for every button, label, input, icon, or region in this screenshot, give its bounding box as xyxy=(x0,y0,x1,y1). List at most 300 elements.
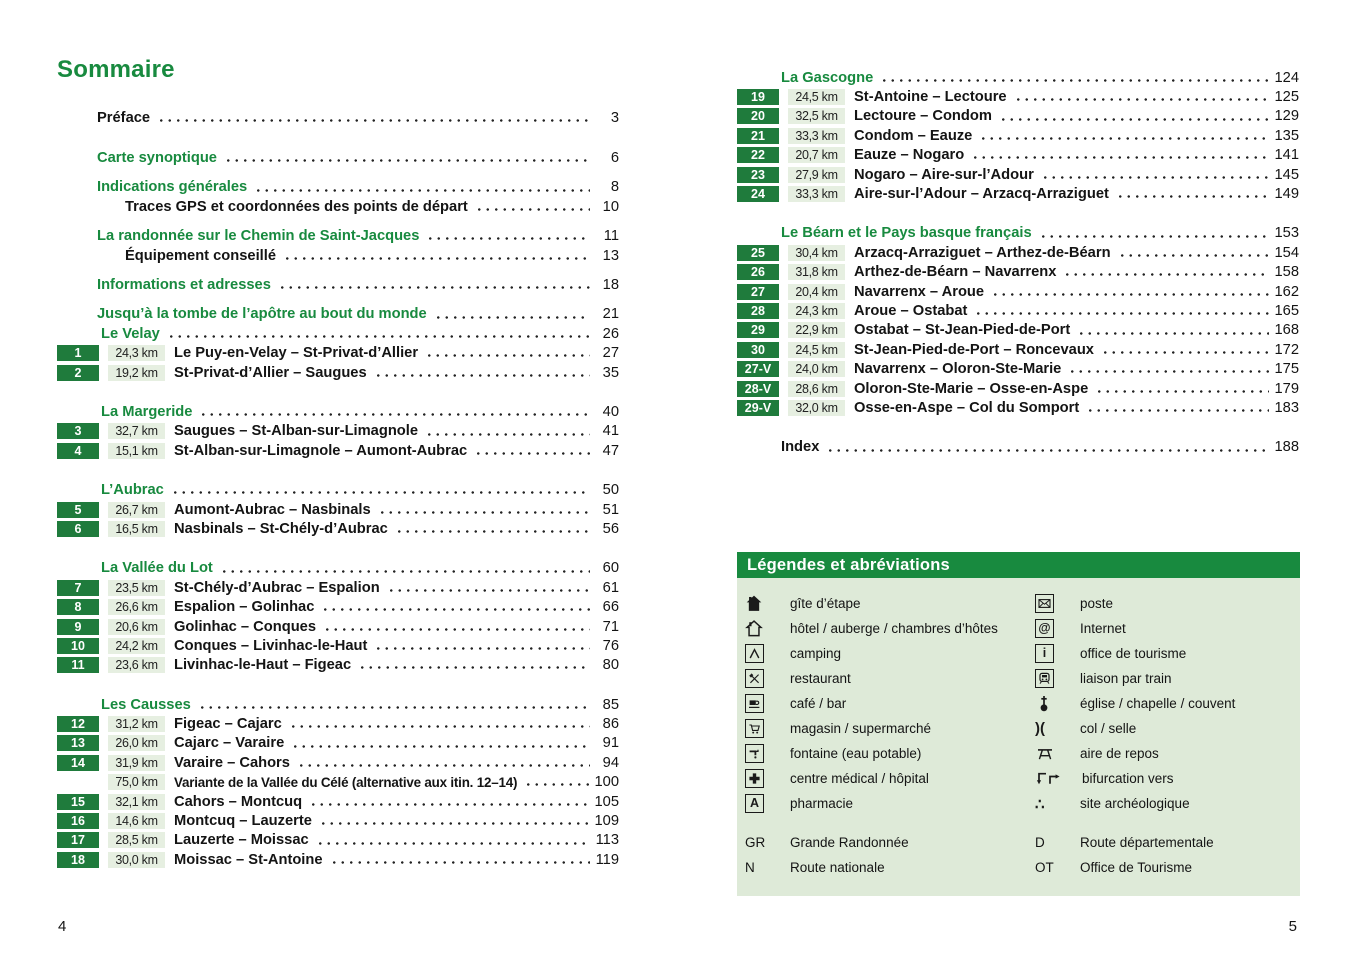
gite-house-icon xyxy=(745,593,769,615)
stage-badge: 30 xyxy=(737,342,779,358)
page-number: 51 xyxy=(602,501,619,518)
stage-label: Eauze – Nogaro xyxy=(854,147,965,164)
shop-cart-icon-frame xyxy=(745,719,764,738)
dot-leader xyxy=(1086,398,1269,417)
stage-badge: 11 xyxy=(57,657,99,673)
page-number: 11 xyxy=(603,228,619,245)
toc-entry xyxy=(57,363,619,382)
stage-badge: 2 xyxy=(57,365,99,381)
cafe-cup-icon-frame xyxy=(745,694,764,713)
internet-at-icon-frame: @ xyxy=(1035,619,1054,638)
page-number: 168 xyxy=(1274,322,1299,339)
dot-leader xyxy=(991,282,1269,301)
toc-entry xyxy=(57,714,619,733)
folio-left: 4 xyxy=(58,918,67,935)
legend-item xyxy=(1035,591,1294,616)
col-saddle-icon-glyph: )( xyxy=(1035,720,1045,737)
stage-label: Figeac – Cajarc xyxy=(174,716,282,733)
stage-distance: 32,0 km xyxy=(788,400,845,416)
stage-badge: 23 xyxy=(737,167,779,183)
toc-entry xyxy=(737,184,1299,203)
stage-distance: 22,9 km xyxy=(788,322,845,338)
stage-badge: 1 xyxy=(57,345,99,361)
page-title: Sommaire xyxy=(57,56,175,83)
toc-group-title-row xyxy=(57,695,619,714)
toc-group-title-row xyxy=(737,224,1299,243)
front-matter-entry xyxy=(57,246,619,265)
stage-badge: 4 xyxy=(57,443,99,459)
legend-column-right xyxy=(1027,591,1294,816)
toc-entry xyxy=(57,422,619,441)
bifurcation-arrows-icon xyxy=(1035,768,1061,790)
stage-distance: 32,5 km xyxy=(788,108,845,124)
page-number: 105 xyxy=(594,793,619,810)
stage-badge: 6 xyxy=(57,521,99,537)
dot-leader xyxy=(254,178,590,197)
entry-label: Carte synoptique xyxy=(97,150,217,167)
stage-distance: 26,7 km xyxy=(108,502,165,518)
stage-distance: 32,1 km xyxy=(108,794,165,810)
toc-entry xyxy=(737,398,1299,417)
medical-cross-icon xyxy=(745,768,769,790)
page-number: 80 xyxy=(602,657,619,674)
stage-distance: 32,7 km xyxy=(108,423,165,439)
page-number: 50 xyxy=(602,482,619,499)
stage-badge: 7 xyxy=(57,580,99,596)
stage-distance: 15,1 km xyxy=(108,443,165,459)
front-matter-list xyxy=(57,108,619,324)
stage-label: Conques – Livinhac-le-Haut xyxy=(174,637,368,654)
dot-leader xyxy=(826,438,1269,457)
legend-item xyxy=(745,616,1027,641)
stage-label: St-Alban-sur-Limagnole – Aumont-Aubrac xyxy=(174,442,468,459)
stage-distance: 24,3 km xyxy=(108,345,165,361)
archaeological-site-icon xyxy=(1035,793,1059,815)
dot-leader xyxy=(374,363,590,382)
abbreviation-label: Route nationale xyxy=(790,860,885,875)
dot-leader xyxy=(1041,165,1270,184)
entry-label: La randonnée sur le Chemin de Saint-Jacques xyxy=(97,228,420,245)
stage-badge: 9 xyxy=(57,619,99,635)
legend-item-label: poste xyxy=(1080,596,1114,611)
dot-leader xyxy=(224,148,590,167)
page-number: 165 xyxy=(1274,302,1299,319)
stage-label: Lauzerte – Moissac xyxy=(174,832,309,849)
pharmacy-a-icon xyxy=(745,793,769,815)
page-number: 35 xyxy=(602,364,619,381)
page-number: 71 xyxy=(602,618,619,635)
toc-entry xyxy=(737,321,1299,340)
dot-leader xyxy=(319,811,590,830)
toc-entry xyxy=(57,792,619,811)
legend-item-label: gîte d’étape xyxy=(790,596,861,611)
stage-badge: 19 xyxy=(737,89,779,105)
page-number: 40 xyxy=(602,403,619,420)
front-matter-entry xyxy=(57,197,619,216)
dot-leader xyxy=(171,480,590,499)
stage-label: Nasbinals – St-Chély-d’Aubrac xyxy=(174,520,388,537)
page-number: 188 xyxy=(1274,439,1299,456)
toc-group xyxy=(57,559,619,675)
toc-group-title-row xyxy=(737,438,1299,457)
page-number: 56 xyxy=(602,520,619,537)
stage-distance: 20,4 km xyxy=(788,284,845,300)
group-title: Le Velay xyxy=(101,325,160,342)
toc-entry xyxy=(57,344,619,363)
toc-entry xyxy=(737,146,1299,165)
train-icon xyxy=(1035,668,1059,690)
legend-item-label: café / bar xyxy=(790,696,847,711)
dot-leader xyxy=(1063,263,1269,282)
abbreviation-item xyxy=(1035,855,1294,880)
dot-leader xyxy=(358,656,590,675)
stage-label: Navarrenx – Aroue xyxy=(854,283,985,300)
legend-item xyxy=(1035,641,1294,666)
dot-leader xyxy=(999,107,1270,126)
toc-left-groups xyxy=(57,324,619,869)
page-number: 154 xyxy=(1274,244,1299,261)
stage-label: Aire-sur-l’Adour – Arzacq-Arraziguet xyxy=(854,186,1109,203)
dot-leader xyxy=(1077,321,1269,340)
stage-badge: 5 xyxy=(57,502,99,518)
legend-item xyxy=(745,791,1027,816)
stage-label: Golinhac – Conques xyxy=(174,618,316,635)
legend-item-label: Internet xyxy=(1080,621,1126,636)
legend-item xyxy=(745,716,1027,741)
legend-box xyxy=(737,552,1300,896)
toc-entry xyxy=(57,519,619,538)
abbreviation-code: GR xyxy=(745,835,766,850)
dot-leader xyxy=(434,305,590,324)
abbreviation-item xyxy=(745,855,1027,880)
toc-entry xyxy=(57,753,619,772)
page-number: 94 xyxy=(602,754,619,771)
legend-item-label: centre médical / hôpital xyxy=(790,771,929,786)
toc-group-title-row xyxy=(57,324,619,343)
church-icon xyxy=(1035,693,1059,715)
stage-badge: 20 xyxy=(737,108,779,124)
toc-right-groups xyxy=(737,68,1299,457)
toc-group xyxy=(57,324,619,382)
dot-leader xyxy=(220,559,590,578)
page-number: 18 xyxy=(602,277,619,294)
front-matter-entry xyxy=(57,108,619,127)
stage-distance: 20,6 km xyxy=(108,619,165,635)
stage-label: Varaire – Cahors xyxy=(174,754,290,771)
folio-right: 5 xyxy=(1288,918,1297,935)
legend-item-label: hôtel / auberge / chambres d’hôtes xyxy=(790,621,998,636)
dot-leader xyxy=(425,422,590,441)
stage-distance: 33,3 km xyxy=(788,128,845,144)
stage-badge: 27-V xyxy=(737,361,779,377)
toc-group-title-row xyxy=(57,559,619,578)
front-matter-entry xyxy=(57,227,619,246)
stage-badge: 16 xyxy=(57,813,99,829)
group-title: Les Causses xyxy=(101,696,191,713)
stage-badge: 26 xyxy=(737,264,779,280)
legend-item-label: camping xyxy=(790,646,842,661)
stage-distance: 28,6 km xyxy=(788,381,845,397)
page-number: 162 xyxy=(1274,283,1299,300)
legend-item-label: restaurant xyxy=(790,671,851,686)
restaurant-cutlery-icon xyxy=(745,668,769,690)
stage-badge: 14 xyxy=(57,755,99,771)
group-title: L’Aubrac xyxy=(101,482,164,499)
stage-badge: 28-V xyxy=(737,381,779,397)
stage-label: Aroue – Ostabat xyxy=(854,302,968,319)
legend-item xyxy=(1035,616,1294,641)
tourism-info-icon xyxy=(1035,643,1059,665)
legend-abbreviations xyxy=(745,830,1294,880)
toc-entry xyxy=(57,831,619,850)
page-number: 175 xyxy=(1274,361,1299,378)
stage-badge: 17 xyxy=(57,832,99,848)
dot-leader xyxy=(316,831,590,850)
stage-label: St-Antoine – Lectoure xyxy=(854,89,1007,106)
stage-label: Livinhac-le-Haut – Figeac xyxy=(174,657,352,674)
stage-label: Nogaro – Aire-sur-l’Adour xyxy=(854,166,1034,183)
group-title: La Gascogne xyxy=(781,69,874,86)
page-number: 10 xyxy=(602,198,619,215)
stage-badge: 18 xyxy=(57,852,99,868)
legend-item xyxy=(745,641,1027,666)
page-number: 13 xyxy=(602,247,619,264)
toc-entry xyxy=(57,773,619,792)
dot-leader xyxy=(475,197,590,216)
dot-leader xyxy=(199,402,590,421)
dot-leader xyxy=(1116,184,1270,203)
toc-entry xyxy=(737,263,1299,282)
stage-badge: 8 xyxy=(57,599,99,615)
dot-leader xyxy=(1101,340,1270,359)
stage-distance: 30,4 km xyxy=(788,245,845,261)
abbreviation-code: D xyxy=(1035,835,1045,850)
stage-label: Condom – Eauze xyxy=(854,127,973,144)
legend-column-left xyxy=(745,591,1027,816)
toc-entry xyxy=(737,243,1299,262)
dot-leader xyxy=(289,714,590,733)
stage-label: Variante de la Vallée du Célé (alternative aux itin. 12–14) xyxy=(174,774,518,790)
rest-area-icon xyxy=(1035,743,1059,765)
stage-badge: 29 xyxy=(737,322,779,338)
page-number: 141 xyxy=(1274,147,1299,164)
dot-leader xyxy=(283,246,590,265)
page-number: 158 xyxy=(1274,264,1299,281)
stage-label: Aumont-Aubrac – Nasbinals xyxy=(174,501,371,518)
legend-item-label: église / chapelle / couvent xyxy=(1080,696,1236,711)
legend-item xyxy=(1035,716,1294,741)
entry-label: Jusqu’à la tombe de l’apôtre au bout du monde xyxy=(97,306,427,323)
stage-distance: 23,5 km xyxy=(108,580,165,596)
stage-badge: 27 xyxy=(737,284,779,300)
legend-item xyxy=(745,766,1027,791)
toc-entry xyxy=(57,617,619,636)
stage-label: St-Privat-d’Allier – Saugues xyxy=(174,364,367,381)
legend-item-label: col / selle xyxy=(1080,721,1137,736)
legend-item xyxy=(1035,766,1294,791)
legend-item xyxy=(1035,691,1294,716)
pharmacy-a-icon-frame: A xyxy=(745,794,764,813)
dot-leader xyxy=(374,636,590,655)
stage-distance: 31,2 km xyxy=(108,716,165,732)
group-title: Le Béarn et le Pays basque français xyxy=(781,225,1032,242)
legend-item xyxy=(745,741,1027,766)
stage-distance: 24,2 km xyxy=(108,638,165,654)
archaeological-site-icon-glyph: ∴ xyxy=(1035,795,1045,813)
stage-distance: 75,0 km xyxy=(108,774,165,790)
legend-title: Légendes et abréviations xyxy=(737,552,1300,578)
page-number: 66 xyxy=(602,599,619,616)
stage-distance: 19,2 km xyxy=(108,365,165,381)
stage-badge: 12 xyxy=(57,716,99,732)
entry-label: Équipement conseillé xyxy=(125,247,276,264)
stage-distance: 24,3 km xyxy=(788,303,845,319)
page-number: 119 xyxy=(595,851,619,868)
legend-item-label: aire de repos xyxy=(1080,746,1159,761)
toc-entry xyxy=(737,165,1299,184)
dot-leader xyxy=(1039,224,1270,243)
stage-distance: 24,0 km xyxy=(788,361,845,377)
page-number: 124 xyxy=(1274,69,1299,86)
stage-label: Le Puy-en-Velay – St-Privat-d’Allier xyxy=(174,345,419,362)
camping-tent-icon xyxy=(745,643,769,665)
stage-label: Saugues – St-Alban-sur-Limagnole xyxy=(174,423,419,440)
dot-leader xyxy=(323,617,590,636)
dot-leader xyxy=(425,344,590,363)
stage-distance: 16,5 km xyxy=(108,521,165,537)
stage-label: Navarrenx – Oloron-Ste-Marie xyxy=(854,361,1062,378)
stage-distance: 28,5 km xyxy=(108,832,165,848)
stage-label: Lectoure – Condom xyxy=(854,108,992,125)
dot-leader xyxy=(378,500,590,519)
page-number: 76 xyxy=(602,637,619,654)
legend-item-label: pharmacie xyxy=(790,796,854,811)
stage-badge: 24 xyxy=(737,186,779,202)
page-number: 183 xyxy=(1274,399,1299,416)
toc-right-column xyxy=(737,68,1299,457)
toc-entry xyxy=(737,282,1299,301)
abbreviation-code: OT xyxy=(1035,860,1054,875)
toc-group xyxy=(57,402,619,460)
post-envelope-icon xyxy=(1035,593,1059,615)
stage-label: Moissac – St-Antoine xyxy=(174,851,323,868)
page-number: 41 xyxy=(602,423,619,440)
page-number: 6 xyxy=(610,150,619,167)
stage-label: Montcuq – Lauzerte xyxy=(174,813,312,830)
page-number: 109 xyxy=(594,813,619,830)
dot-leader xyxy=(297,753,590,772)
toc-entry xyxy=(737,379,1299,398)
stage-label: Ostabat – St-Jean-Pied-de-Port xyxy=(854,322,1071,339)
abbreviation-label: Grande Randonnée xyxy=(790,835,909,850)
toc-entry xyxy=(57,734,619,753)
stage-label: Arthez-de-Béarn – Navarrenx xyxy=(854,264,1057,281)
dot-leader xyxy=(979,126,1269,145)
dot-leader xyxy=(1014,87,1270,106)
post-envelope-icon-frame xyxy=(1035,594,1054,613)
page-number: 113 xyxy=(595,832,619,849)
stage-distance: 23,6 km xyxy=(108,657,165,673)
abbreviation-code: N xyxy=(745,860,755,875)
dot-leader xyxy=(880,68,1269,87)
stage-distance: 24,5 km xyxy=(788,89,845,105)
page-number: 129 xyxy=(1274,108,1299,125)
abbrev-column-left xyxy=(745,830,1027,880)
page-number: 149 xyxy=(1274,186,1299,203)
cafe-cup-icon xyxy=(745,693,769,715)
toc-entry xyxy=(57,850,619,869)
shop-cart-icon xyxy=(745,718,769,740)
train-icon-frame xyxy=(1035,669,1054,688)
dot-leader xyxy=(309,792,589,811)
page-number: 179 xyxy=(1274,380,1299,397)
camping-tent-icon-frame xyxy=(745,644,764,663)
entry-label: Traces GPS et coordonnées des points de départ xyxy=(125,198,468,215)
dot-leader xyxy=(321,597,590,616)
tourism-info-icon-frame: i xyxy=(1035,644,1054,663)
entry-label: Préface xyxy=(97,109,151,126)
dot-leader xyxy=(1068,359,1269,378)
abbreviation-item xyxy=(745,830,1027,855)
page-number: 153 xyxy=(1274,225,1299,242)
stage-badge: 10 xyxy=(57,638,99,654)
group-title: La Margeride xyxy=(101,403,193,420)
medical-cross-icon-frame xyxy=(745,769,764,788)
abbrev-column-right xyxy=(1027,830,1294,880)
legend-item xyxy=(1035,791,1294,816)
legend-body xyxy=(737,578,1300,896)
dot-leader xyxy=(974,301,1269,320)
stage-label: Arzacq-Arraziguet – Arthez-de-Béarn xyxy=(854,244,1111,261)
legend-icon-grid xyxy=(745,591,1294,816)
toc-entry xyxy=(57,656,619,675)
stage-label: Oloron-Ste-Marie – Osse-en-Aspe xyxy=(854,380,1089,397)
restaurant-cutlery-icon-frame xyxy=(745,669,764,688)
legend-item xyxy=(745,691,1027,716)
col-saddle-icon xyxy=(1035,718,1059,740)
dot-leader xyxy=(330,850,590,869)
stage-distance: 24,5 km xyxy=(788,342,845,358)
toc-entry xyxy=(737,340,1299,359)
legend-item-label: magasin / supermarché xyxy=(790,721,932,736)
front-matter-entry xyxy=(57,178,619,197)
stage-badge: 25 xyxy=(737,245,779,261)
dot-leader xyxy=(524,773,589,792)
stage-badge: 3 xyxy=(57,423,99,439)
page-number: 85 xyxy=(602,696,619,713)
toc-group xyxy=(737,68,1299,204)
stage-distance: 14,6 km xyxy=(108,813,165,829)
stage-distance: 33,3 km xyxy=(788,186,845,202)
toc-entry xyxy=(737,107,1299,126)
page-number: 3 xyxy=(610,109,619,126)
stage-distance: 31,9 km xyxy=(108,755,165,771)
legend-item-label: fontaine (eau potable) xyxy=(790,746,922,761)
stage-label: St-Chély-d’Aubrac – Espalion xyxy=(174,579,380,596)
group-title: Index xyxy=(781,439,820,456)
front-matter-entry xyxy=(57,305,619,324)
toc-group xyxy=(57,695,619,870)
fountain-tap-icon-frame xyxy=(745,744,764,763)
stage-label: Cahors – Montcuq xyxy=(174,793,303,810)
stage-label: Cajarc – Varaire xyxy=(174,735,285,752)
internet-at-icon xyxy=(1035,618,1059,640)
dot-leader xyxy=(157,108,590,127)
toc-group xyxy=(737,224,1299,418)
page-number: 86 xyxy=(602,716,619,733)
toc-entry xyxy=(57,811,619,830)
toc-entry xyxy=(737,87,1299,106)
